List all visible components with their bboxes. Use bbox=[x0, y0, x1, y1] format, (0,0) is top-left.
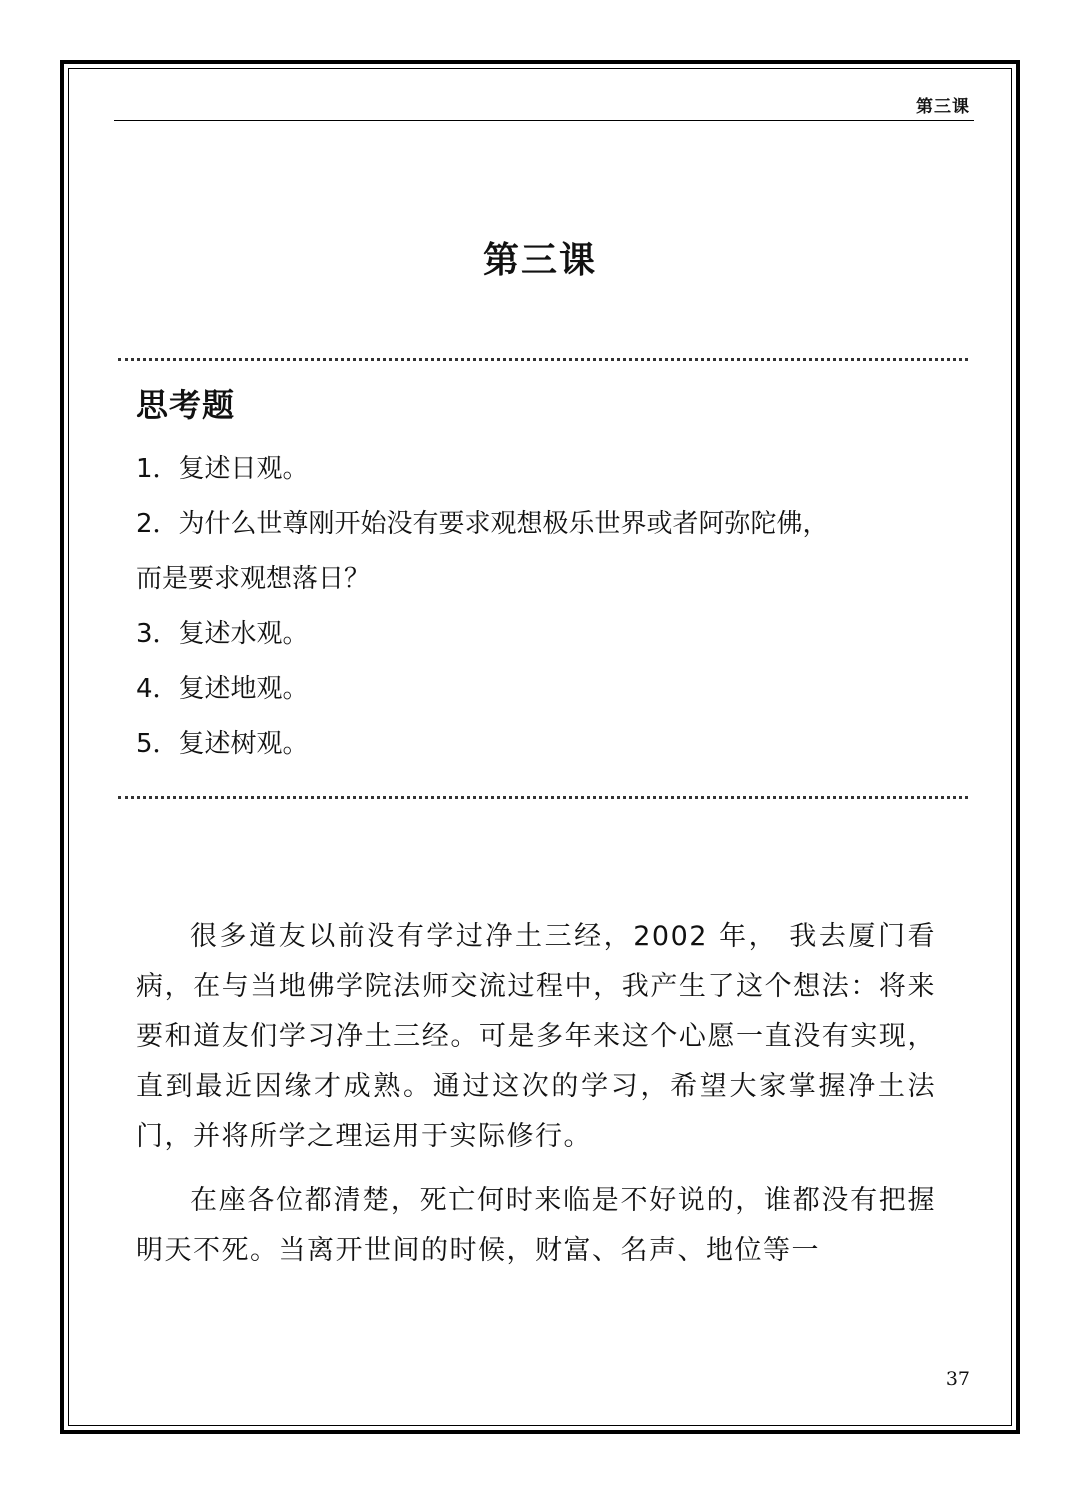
page-number: 37 bbox=[945, 1368, 970, 1390]
running-header-title: 第三课 bbox=[916, 97, 970, 117]
question-item: 2．为什么世尊刚开始没有要求观想极乐世界或者阿弥陀佛， bbox=[136, 509, 829, 539]
body-paragraph: 在座各位都清楚，死亡何时来临是不好说的，谁都没有把握明天不死。当离开世间的时候，财富、名声、地位等一 bbox=[136, 1185, 936, 1266]
question-item-continuation: 而是要求观想落日？ bbox=[136, 564, 371, 594]
question-item: 3．复述水观。 bbox=[136, 619, 309, 649]
body-paragraph: 很多道友以前没有学过净土三经，2002 年， 我去厦门看病，在与当地佛学院法师交流过程中，我产生了这个想法：将来要和道友们学习净土三经。可是多年来这个心愿一直没有实现，直到最近因缘才成熟。通过这次的学习，希望大家掌握净土法门，并将所学之理运用于实际修行。 bbox=[136, 921, 936, 1152]
question-item: 4．复述地观。 bbox=[136, 674, 309, 704]
questions-heading: 思考题 bbox=[136, 386, 236, 424]
question-item: 1．复述日观。 bbox=[136, 454, 309, 484]
lesson-title: 第三课 bbox=[482, 240, 597, 281]
body-text bbox=[136, 912, 936, 1290]
questions-bottom-divider bbox=[118, 796, 968, 799]
questions-list bbox=[136, 442, 936, 772]
header-rule bbox=[114, 120, 974, 121]
questions-top-divider bbox=[118, 358, 968, 361]
question-item: 5．复述树观。 bbox=[136, 729, 309, 759]
